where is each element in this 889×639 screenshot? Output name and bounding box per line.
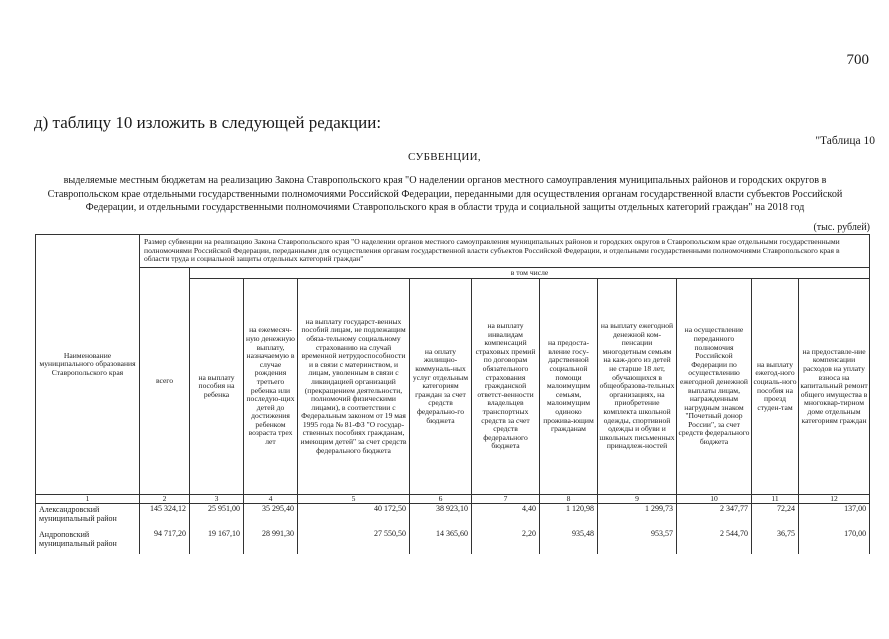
column-header-child-benefit: на выплату пособия на ребенка	[190, 279, 244, 495]
column-group-header: Размер субвенции на реализацию Закона Ставропольского края "О наделении органов местного самоуправления муниципальных районов и городских округов в Ставропольском крае отдельными государственными полномочиями Российской Федерации, переданными для осуществления органам государственной власти субъектов Российской Федерации, и отдельными государственными полномочиями Ставропольского края в области труда и социальной защиты отдельных категорий граждан"	[140, 235, 870, 268]
instruction-text: д) таблицу 10 изложить в следующей редакции:	[34, 113, 382, 132]
table-cell: 1 120,98	[540, 504, 598, 530]
table-cell: 14 365,60	[410, 529, 472, 554]
column-numbers-row	[36, 495, 870, 504]
table-row	[36, 504, 870, 530]
column-header-housing-utilities: на оплату жилищно-коммуналь-ных услуг отдельным категориям граждан за счет средств федерально-го бюджета	[410, 279, 472, 495]
table-cell: 36,75	[752, 529, 799, 554]
table-cell: 40 172,50	[298, 504, 410, 530]
column-number: 11	[752, 495, 799, 504]
column-header-third-child-payment: на ежемесяч-ную денежную выплату, назначаемую в случае рождения третьего ребенка или последую-щих детей до достижения ребенком возраста трех лет	[244, 279, 298, 495]
units-label: (тыс. рублей)	[813, 222, 870, 233]
table-cell: 2 544,70	[677, 529, 752, 554]
including-header: в том числе	[190, 268, 870, 279]
column-number: 4	[244, 495, 298, 504]
table-cell: 25 951,00	[190, 504, 244, 530]
table-cell: 72,24	[752, 504, 799, 530]
column-number: 9	[598, 495, 677, 504]
district-name: Александровский муниципальный район	[36, 504, 140, 530]
document-subtitle: выделяемые местным бюджетам на реализацию Закона Ставропольского края "О наделении органов местного самоуправления муниципальных районов и городских округов в Ставропольском крае отдельными государственными полномочиями Российской Федерации, переданными для осуществления органам государственной власти субъектов Российской Федерации, и отдельными государственными полномочиями Ставропольского края в области труда и социальной защиты отдельных категорий граждан" на 2018 год	[47, 175, 843, 214]
column-header-municipality: Наименование муниципального образования Ставропольского края	[36, 235, 140, 495]
column-number: 3	[190, 495, 244, 504]
table-cell: 145 324,12	[140, 504, 190, 530]
page-number: 700	[846, 52, 869, 68]
column-header-state-benefits: на выплату государст-венных пособий лицам, не подлежащим обяза-тельному социальному страхованию на случай временной нетрудоспособности и в связи с материнством, и лицам, уволенным в связи с ликвидацией организаций (прекращением деятельности, полномочий физическими лицами), в соответствии с Федеральным законом от 19 мая 1995 года № 81-ФЗ "О государ-ственных пособиях гражданам, имеющим детей" за счет средств федерального бюджета	[298, 279, 410, 495]
column-number: 12	[799, 495, 870, 504]
column-number: 6	[410, 495, 472, 504]
table-cell: 953,57	[598, 529, 677, 554]
table-cell: 1 299,73	[598, 504, 677, 530]
table-cell: 4,40	[472, 504, 540, 530]
table-label: "Таблица 10	[815, 135, 875, 147]
table-cell: 19 167,10	[190, 529, 244, 554]
table-cell: 2,20	[472, 529, 540, 554]
column-header-honorary-donor: на осуществление переданного полномочия Российской Федерации по осуществлению ежегодной денежной выплаты лицам, награжденным нагрудным знаком "Почетный донор России", за счет средств федерального бюджета	[677, 279, 752, 495]
column-header-social-assistance: на предоста-вление госу-дарственной социальной помощи малоимущим семьям, малоимущим одиноко прожива-ющим гражданам	[540, 279, 598, 495]
column-header-insurance-compensation: на выплату инвалидам компенсаций страховых премий по договорам обязательного страхования гражданской ответст-венности владельцев транспортных средств за счет средств федерального бюджета	[472, 279, 540, 495]
column-number: 7	[472, 495, 540, 504]
table-row	[36, 529, 870, 554]
document-title: СУБВЕНЦИИ,	[408, 151, 481, 163]
table-cell: 2 347,77	[677, 504, 752, 530]
column-header-total: всего	[140, 268, 190, 495]
column-number: 2	[140, 495, 190, 504]
table-cell: 27 550,50	[298, 529, 410, 554]
column-header-student-travel: на выплату ежегод-ного социаль-ного пособия на проезд студен-там	[752, 279, 799, 495]
table-cell: 137,00	[799, 504, 870, 530]
column-number: 8	[540, 495, 598, 504]
table-cell: 35 295,40	[244, 504, 298, 530]
district-name: Андроповский муниципальный район	[36, 529, 140, 554]
table-cell: 94 717,20	[140, 529, 190, 554]
table-cell: 28 991,30	[244, 529, 298, 554]
column-number: 1	[36, 495, 140, 504]
table-cell: 935,48	[540, 529, 598, 554]
column-header-large-family-compensation: на выплату ежегодной денежной ком-пенсации многодетным семьям на каж-дого из детей не старше 18 лет, обучающихся в общеобразова-тельных организациях, на приобретение комплекта школьной одежды, спортивной одежды и обуви и школьных письменных принадлеж-ностей	[598, 279, 677, 495]
column-number: 5	[298, 495, 410, 504]
table-cell: 38 923,10	[410, 504, 472, 530]
column-number: 10	[677, 495, 752, 504]
table-cell: 170,00	[799, 529, 870, 554]
column-header-capital-repair: на предоставле-ние компенсации расходов на уплату взноса на капитальный ремонт общего имущества в многоквар-тирном доме отдельным категориям граждан	[799, 279, 870, 495]
subsidy-table	[35, 234, 870, 554]
